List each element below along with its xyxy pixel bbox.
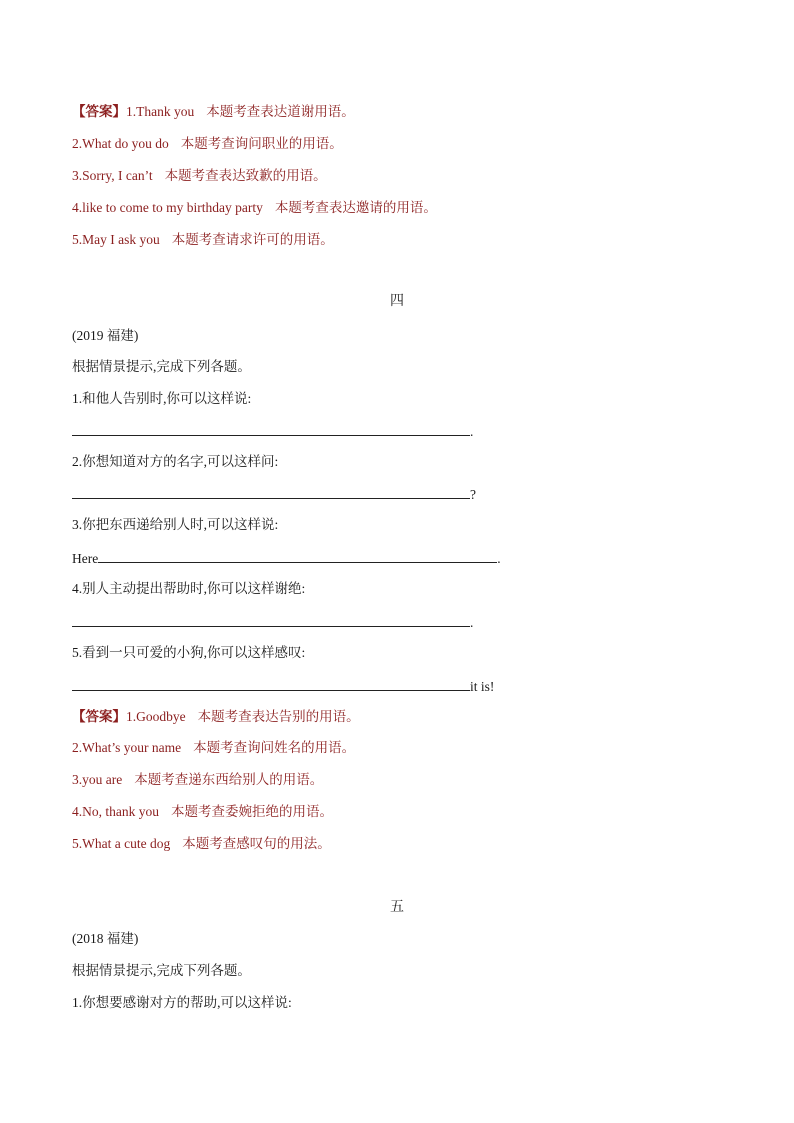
answer-text: 2.What do you do	[72, 136, 169, 151]
answer-line-5	[72, 231, 334, 249]
answer-line-2	[72, 739, 355, 757]
answer-line-4	[72, 803, 333, 821]
question-prompt-1: 1.和他人告别时,你可以这样说:	[72, 391, 252, 406]
answer-text: 4.like to come to my birthday party	[72, 200, 263, 215]
answer-note: 本题考查询问职业的用语。	[180, 136, 343, 151]
answer-line-1	[72, 708, 360, 726]
answer-note: 本题考查表达致歉的用语。	[164, 168, 327, 183]
answer-line-2	[72, 135, 343, 153]
section-number: 五	[390, 900, 404, 915]
answer-note: 本题考查递东西给别人的用语。	[134, 772, 324, 787]
answer-note: 本题考查委婉拒绝的用语。	[171, 804, 333, 819]
question-prompt-1: 1.你想要感谢对方的帮助,可以这样说:	[72, 995, 292, 1010]
answer-text: 1.Thank you	[126, 104, 195, 119]
answer-line-4	[72, 199, 437, 217]
answer-blank-1[interactable]: .	[72, 421, 473, 439]
answer-note: 本题考查表达道谢用语。	[206, 104, 355, 119]
answer-note: 本题考查表达告别的用语。	[197, 709, 360, 724]
question-prompt-3: 3.你把东西递给别人时,可以这样说:	[72, 517, 279, 532]
answer-note: 本题考查表达邀请的用语。	[274, 200, 437, 215]
section-source: (2019 福建)	[72, 328, 139, 343]
answer-text: 2.What’s your name	[72, 740, 182, 755]
question-prompt-5: 5.看到一只可爱的小狗,你可以这样感叹:	[72, 645, 306, 660]
answer-blank-5[interactable]: it is!	[72, 676, 494, 694]
question-prompt-4: 4.别人主动提出帮助时,你可以这样谢绝:	[72, 581, 306, 596]
answer-text: 3.you are	[72, 772, 123, 787]
section-source: (2018 福建)	[72, 931, 139, 946]
answer-blank-2[interactable]: ?	[72, 484, 476, 502]
answer-note: 本题考查请求许可的用语。	[171, 232, 334, 247]
answer-line-1	[72, 103, 355, 121]
section-number: 四	[390, 294, 404, 309]
question-prompt-2: 2.你想知道对方的名字,可以这样问:	[72, 454, 279, 469]
section-instruction: 根据情景提示,完成下列各题。	[72, 963, 251, 978]
answer-text: 5.May I ask you	[72, 232, 160, 247]
answer-text: 1.Goodbye	[126, 709, 186, 724]
answer-blank-3[interactable]: Here .	[72, 548, 501, 566]
answer-text: 3.Sorry, I can’t	[72, 168, 153, 183]
answer-line-5	[72, 835, 331, 853]
answer-text: 5.What a cute dog	[72, 836, 171, 851]
answer-tag: 【答案】	[72, 104, 126, 119]
answer-blank-4[interactable]: .	[72, 612, 473, 630]
section-instruction: 根据情景提示,完成下列各题。	[72, 359, 251, 374]
answer-note: 本题考查感叹句的用法。	[182, 836, 331, 851]
answer-line-3	[72, 771, 323, 789]
answer-line-3	[72, 167, 327, 185]
answer-note: 本题考查询问姓名的用语。	[193, 740, 356, 755]
answer-text: 4.No, thank you	[72, 804, 159, 819]
answer-tag: 【答案】	[72, 709, 126, 724]
